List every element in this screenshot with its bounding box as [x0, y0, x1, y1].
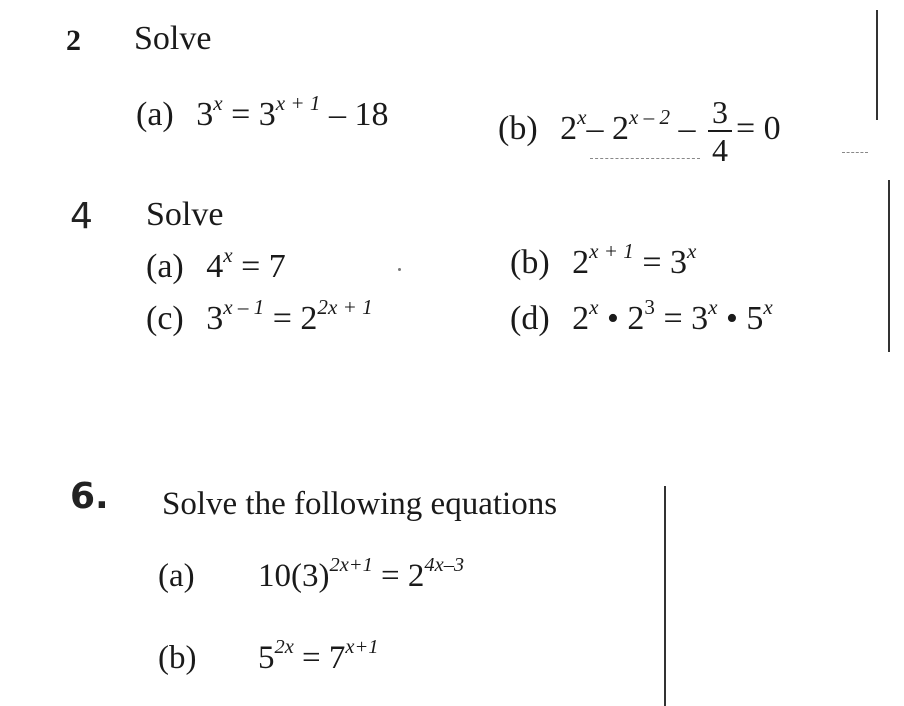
q6-b-exp2: x+1 [345, 636, 379, 659]
q4-d-base1: 2 [572, 300, 590, 337]
q4-b-exp2: x [687, 238, 697, 263]
q4-d-exp4: x [763, 294, 773, 319]
q2-b-base2: 2 [612, 109, 630, 147]
q6-a-base2: 2 [407, 558, 425, 594]
q2-a-op: = [222, 96, 259, 133]
q4-part-c [146, 294, 373, 338]
q4-a-base1: 4 [206, 248, 224, 285]
q6-a-op: = [372, 558, 408, 594]
q4-a-rest: = 7 [232, 248, 286, 285]
q4-b-exp1: x + 1 [589, 238, 634, 263]
q4-d-label: (d) [510, 300, 550, 337]
q6-title: Solve the following equations [162, 486, 558, 522]
q4-d-exp3: x [708, 294, 718, 319]
q4-part-a [146, 242, 286, 286]
q2-a-exp1: x [213, 90, 223, 115]
scan-mark [842, 152, 868, 154]
q6-b-label: (b) [158, 640, 197, 676]
q4-a-label: (a) [146, 248, 184, 285]
q2-a-rest: – 18 [320, 96, 389, 133]
q2-part-a [136, 90, 389, 134]
q6-b-op: = [293, 640, 329, 676]
scan-mark [590, 158, 700, 160]
q4-d-base4: 5 [746, 300, 764, 337]
q2-b-fraction [708, 96, 732, 166]
q4-d-base2: 2 [627, 300, 645, 337]
q4-d-exp2: 3 [644, 294, 655, 319]
q4-title: Solve [146, 196, 224, 233]
q2-title: Solve [134, 20, 212, 57]
q4-part-d [510, 294, 773, 338]
q6-a-exp2: 4x–3 [424, 554, 465, 577]
margin-line-q2 [876, 10, 878, 120]
q2-b-label: (b) [498, 109, 538, 147]
q2-a-exp2: x + 1 [275, 90, 321, 115]
q4-part-b [510, 238, 697, 282]
scan-speck [398, 268, 401, 271]
q2-b-rest: = 0 [736, 109, 781, 147]
q6-part-a [158, 554, 465, 595]
q4-d-base3: 3 [691, 300, 709, 337]
q6-a-base1: 10(3) [258, 558, 330, 594]
q4-number: 4 [70, 196, 93, 237]
q4-c-exp2: 2x + 1 [317, 294, 373, 319]
q2-a-base2: 3 [258, 96, 276, 133]
q4-d-op1: • [598, 300, 628, 337]
q2-b-op1: – [586, 109, 613, 147]
q2-b-base1: 2 [560, 109, 578, 147]
q2-b-denominator: 4 [712, 132, 728, 168]
q2-number: 2 [66, 24, 81, 57]
q4-b-op: = [633, 244, 671, 281]
q6-part-b [158, 636, 379, 677]
q4-c-base1: 3 [206, 300, 224, 337]
q4-c-exp1: x – 1 [223, 294, 265, 319]
q6-b-exp1: 2x [274, 636, 294, 659]
q4-c-op: = [264, 300, 301, 337]
q4-a-exp1: x [223, 242, 233, 267]
q6-b-base1: 5 [258, 640, 275, 676]
q4-d-op3: • [717, 300, 747, 337]
q4-b-label: (b) [510, 244, 550, 281]
margin-line-q6 [664, 486, 666, 706]
q6-number: 6. [70, 476, 109, 517]
q4-d-exp1: x [589, 294, 599, 319]
margin-line-q4 [888, 180, 890, 352]
q4-d-op2: = [654, 300, 692, 337]
q2-b-exp1: x [577, 104, 587, 129]
q2-b-numerator: 3 [708, 96, 732, 132]
q4-c-label: (c) [146, 300, 184, 337]
q2-part-b [498, 96, 781, 166]
q6-a-label: (a) [158, 558, 195, 594]
q6-a-exp1: 2x+1 [329, 554, 373, 577]
q2-a-label: (a) [136, 96, 174, 133]
q4-b-base2: 3 [670, 244, 688, 281]
q6-b-base2: 7 [328, 640, 346, 676]
q4-c-base2: 2 [300, 300, 318, 337]
q2-b-exp2: x – 2 [629, 104, 670, 129]
q2-b-op2: – [670, 109, 704, 147]
q2-a-base1: 3 [196, 96, 214, 133]
q4-b-base1: 2 [572, 244, 590, 281]
